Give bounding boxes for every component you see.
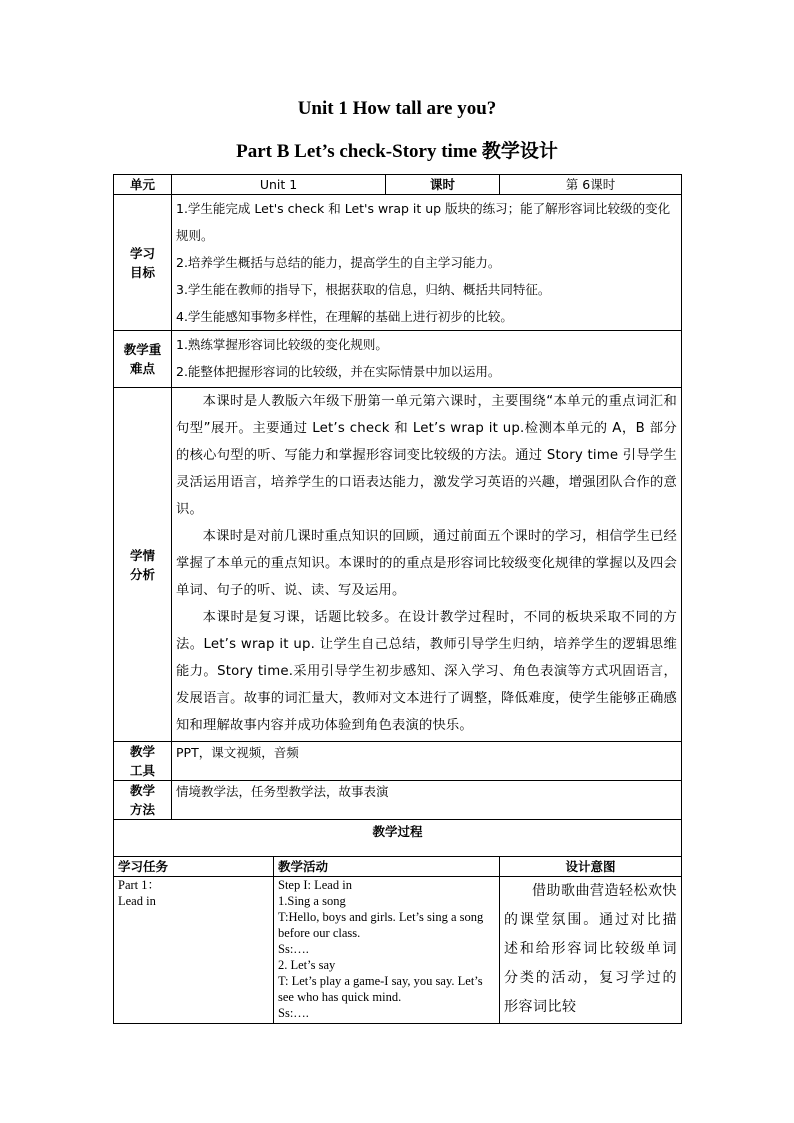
document-title: Unit 1 How tall are you?	[297, 98, 497, 119]
task-cell	[114, 877, 274, 1024]
tools-value: PPT，课文视频，音频	[172, 742, 682, 781]
tools-label: 教学工具	[129, 744, 155, 778]
activity-line: Step I: Lead in	[278, 878, 352, 892]
process-header-row	[114, 857, 682, 877]
activity-line: 1.Sing a song	[278, 894, 346, 908]
analysis-paragraph: 本课时是复习课，话题比较多。在设计教学过程时，不同的板块采取不同的方法。Let’s wrap it up. 让学生自己总结，教师引导学生归纳，培养学生的逻辑思维能力。Story time.采用引导学生初步感知、深入学习、角色表演等方式巩固语言，发展语言。故事的词汇量大，教师对文本进行了调整，降低难度，使学生能够正确感知和理解故事内容并成功体验到角色表演的快乐。	[176, 610, 677, 733]
analysis-paragraph: 本课时是对前几课时重点知识的回顾，通过前面五个课时的学习，相信学生已经掌握了本单元的重点知识。本课时的的重点是形容词比较级变化规律的掌握以及四会单词、句子的听、说、读、写及运用。	[176, 529, 677, 598]
intent-text: 借助歌曲营造轻松欢快的课堂氛围。通过对比描述和给形容词比较级单词分类的活动，复习学过的形容词比较	[504, 883, 677, 1015]
task-line: Lead in	[118, 894, 156, 908]
process-heading: 教学过程	[114, 820, 682, 857]
objectives-content	[172, 195, 682, 331]
intent-cell	[500, 877, 682, 1024]
col-intent-header: 设计意图	[500, 857, 682, 877]
methods-label: 教学方法	[129, 783, 155, 817]
objective-item: 2.培养学生概括与总结的能力，提高学生的自主学习能力。	[176, 255, 501, 270]
activity-line: 2. Let’s say	[278, 958, 336, 972]
objective-item: 4.学生能感知事物多样性，在理解的基础上进行初步的比较。	[176, 309, 513, 324]
analysis-content	[172, 388, 682, 742]
analysis-label: 学情分析	[129, 547, 155, 582]
document-subtitle: Part B Let’s check-Story time 教学设计	[236, 141, 558, 162]
objectives-row	[114, 195, 682, 331]
activity-line: Ss:….	[278, 942, 309, 956]
col-task-header: 学习任务	[114, 857, 274, 877]
methods-value: 情境教学法，任务型教学法，故事表演	[172, 781, 682, 820]
activity-line: T:Hello, boys and girls. Let’s sing a song before our class.	[278, 910, 484, 940]
activity-line: T: Let’s play a game-I say, you say. Let’s see who has quick mind.	[278, 974, 483, 1004]
objective-item: 1.学生能完成 Let's check 和 Let's wrap it up 版块的练习；能了解形容词比较级的变化规则。	[176, 201, 671, 243]
period-value: 第 6课时	[500, 175, 682, 195]
process-heading-row	[114, 820, 682, 857]
analysis-paragraph: 本课时是人教版六年级下册第一单元第六课时，主要围绕“本单元的重点词汇和句型”展开。主要通过 Let’s check 和 Let’s wrap it up.检测本单元的 A，B 部分的核心句型的听、写能力和掌握形容词变比较级的方法。通过 Story time 引导学生灵活运用语言，培养学生的口语表达能力，激发学习英语的兴趣，增强团队合作的意识。	[176, 394, 677, 517]
objective-item: 3.学生能在教师的指导下，根据获取的信息，归纳、概括共同特征。	[176, 282, 551, 297]
methods-row	[114, 781, 682, 820]
info-row	[114, 175, 682, 195]
key-points-label: 教学重难点	[123, 342, 162, 376]
key-points-row	[114, 331, 682, 388]
key-point-item: 2.能整体把握形容词的比较级，并在实际情景中加以运用。	[176, 364, 501, 379]
key-point-item: 1.熟练掌握形容词比较级的变化规则。	[176, 337, 388, 352]
lesson-plan-table	[113, 174, 682, 1024]
task-line: Part 1：	[118, 878, 161, 892]
activity-line: Ss:….	[278, 1006, 309, 1020]
tools-row	[114, 742, 682, 781]
col-activity-header: 教学活动	[274, 857, 500, 877]
unit-label: 单元	[114, 175, 172, 195]
unit-value: Unit 1	[172, 175, 386, 195]
objectives-label: 学习目标	[129, 245, 155, 280]
period-label: 课时	[386, 175, 500, 195]
analysis-row	[114, 388, 682, 742]
process-row	[114, 877, 682, 1024]
activity-cell	[274, 877, 500, 1024]
key-points-content	[172, 331, 682, 388]
